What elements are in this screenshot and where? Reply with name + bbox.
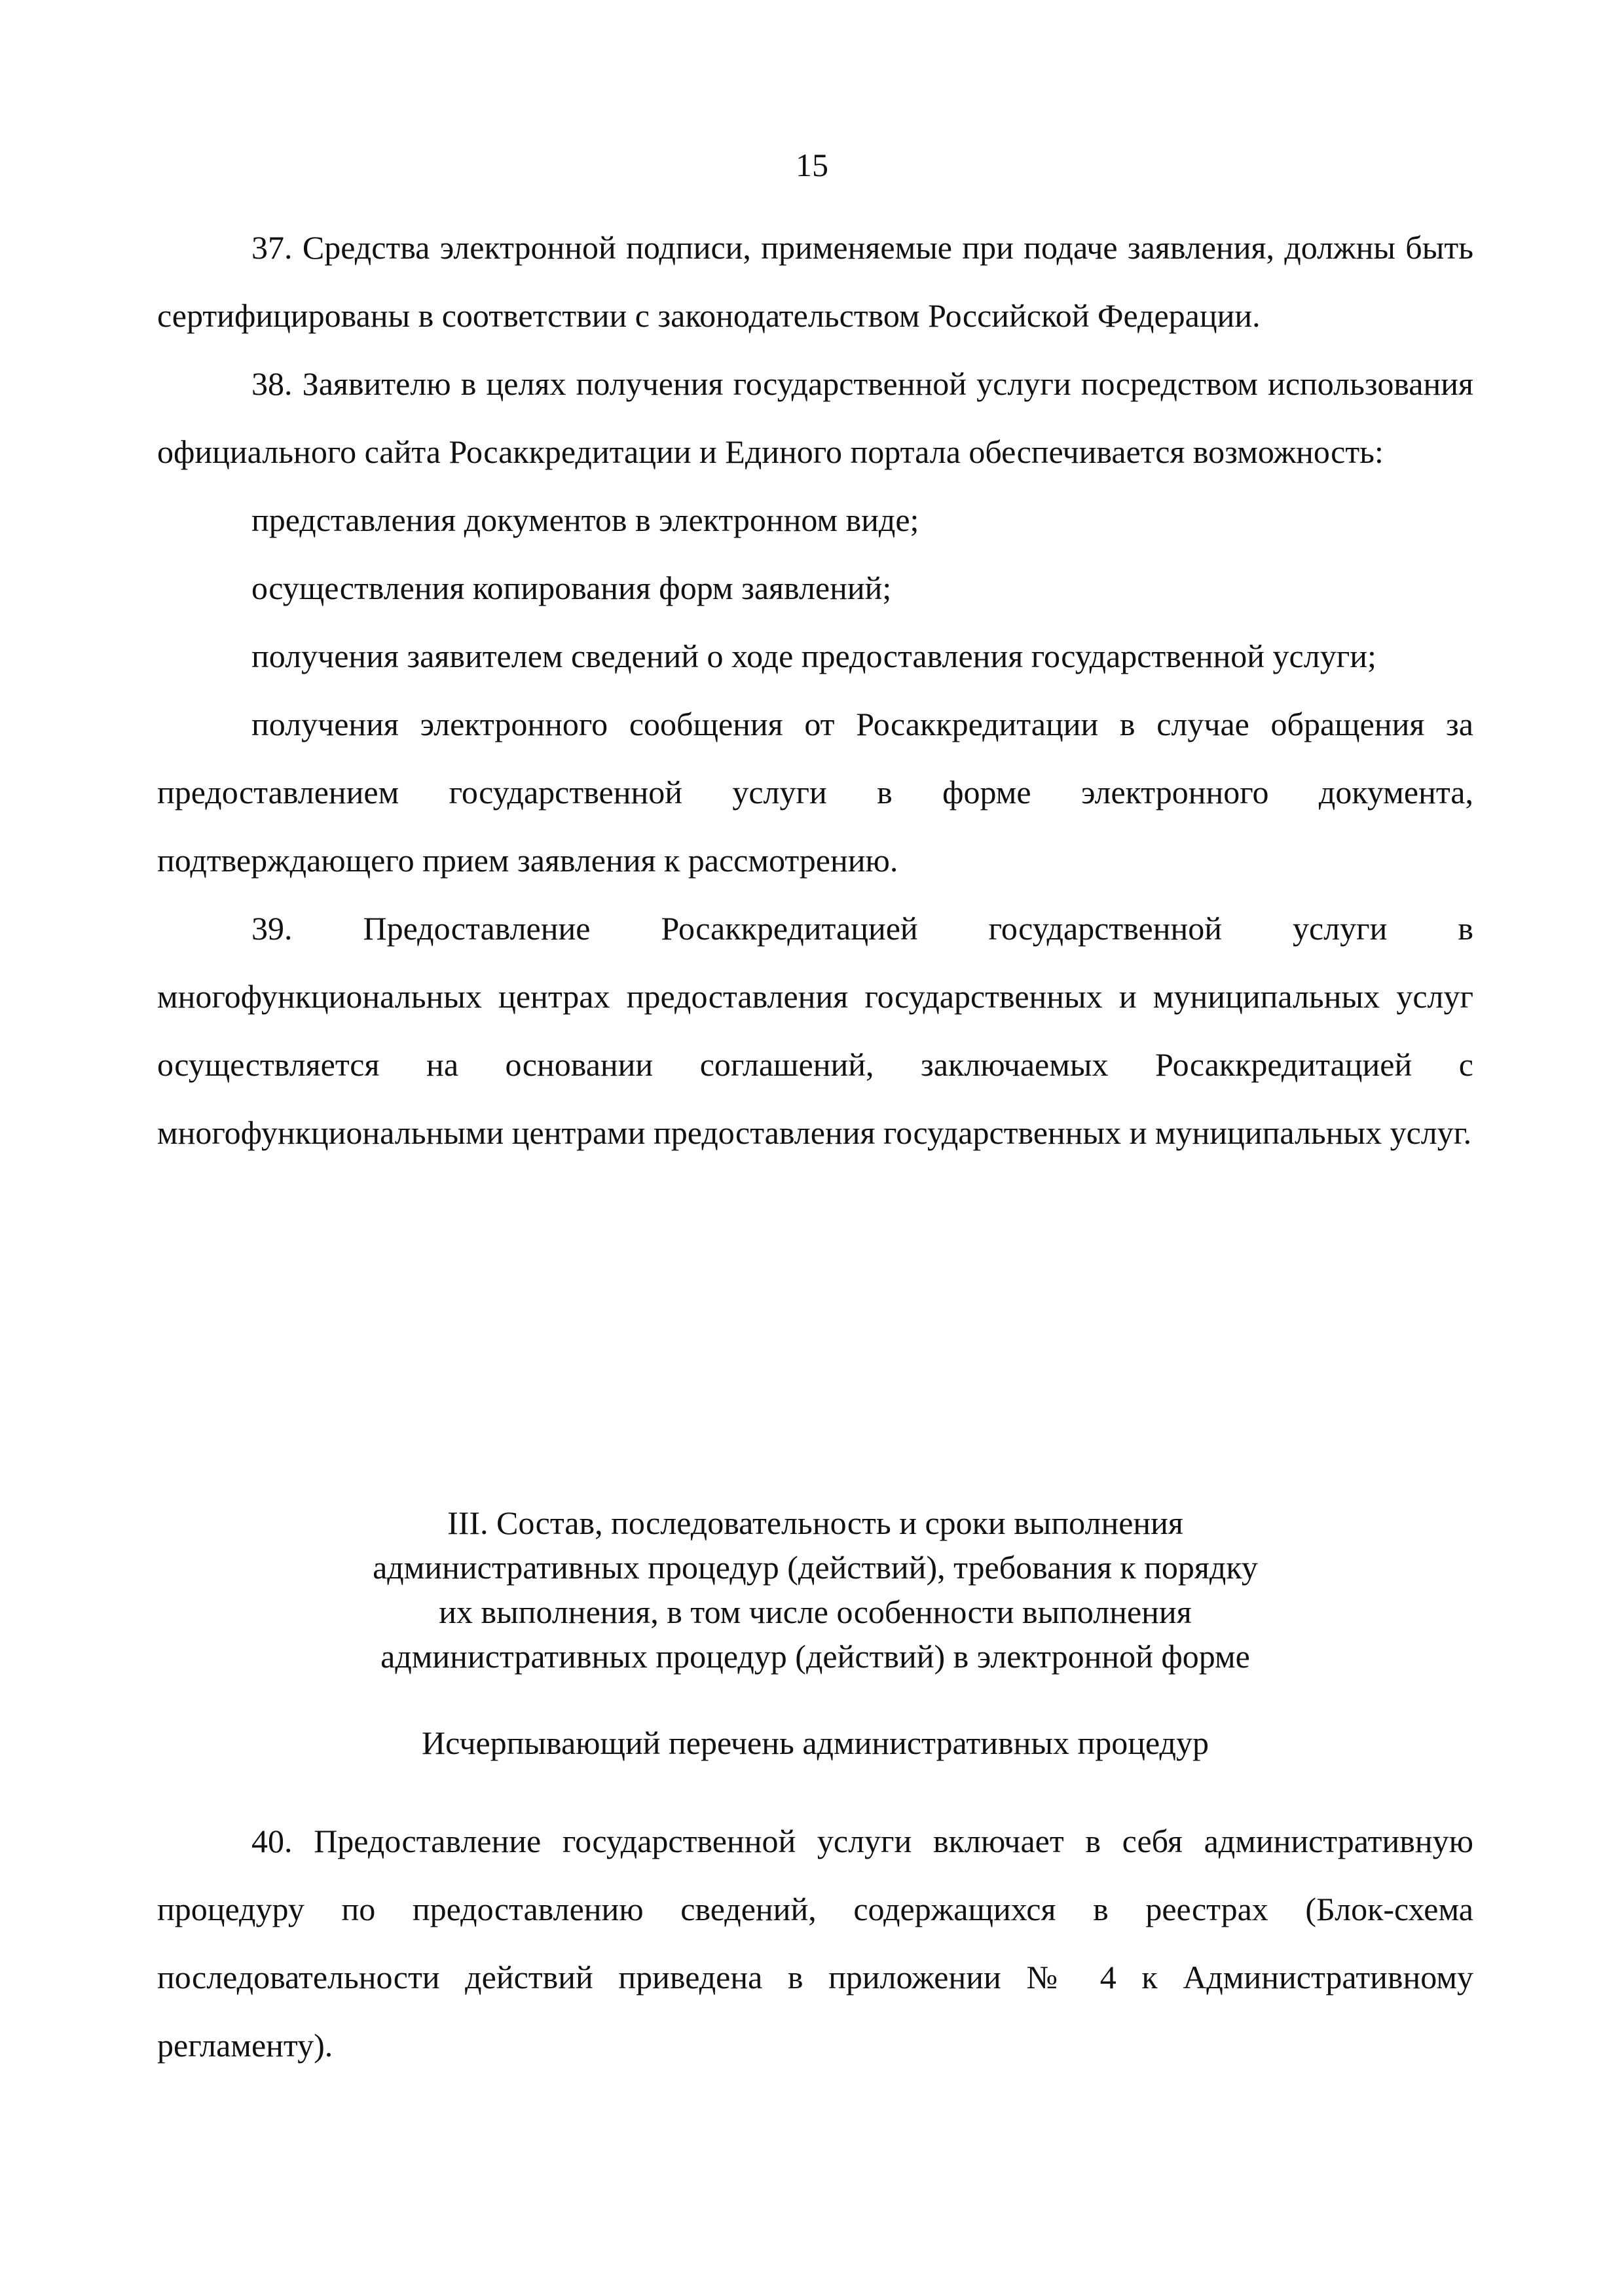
- paragraph-37: 37. Средства электронной подписи, применяемые при подаче заявления, должны быть сертифицированы в соответствии с законодательством Российской Федерации.: [157, 229, 1473, 334]
- section-heading-line: административных процедур (действий) в электронной форме: [380, 1638, 1250, 1675]
- paragraph-40: 40. Предоставление государственной услуги включает в себя административную процедуру по предоставлению сведений, содержащихся в реестрах (Блок-схема последовательности действий приведена в приложении № 4 к Административному регламенту).: [157, 1823, 1473, 2064]
- body-text-bottom: [157, 1807, 1473, 2079]
- section-heading-line: III. Состав, последовательность и сроки выполнения: [447, 1504, 1183, 1541]
- page-number: 15: [796, 147, 828, 183]
- paragraph-39: 39. Предоставление Росаккредитацией государственной услуги в многофункциональных центрах предоставления государственных и муниципальных услуг осуществляется на основании соглашений, заключаемых Росаккредитацией с многофункциональными центрами предоставления государственных и муниципальных услуг.: [157, 910, 1473, 1151]
- list-item-form-copying: осуществления копирования форм заявлений;: [251, 570, 892, 606]
- list-item-electronic-message: получения электронного сообщения от Росаккредитации в случае обращения за предоставлением государственной услуги в форме электронного документа, подтверждающего прием заявления к рассмотрению.: [157, 706, 1473, 879]
- section-heading: [157, 1501, 1473, 1679]
- list-item-service-status: получения заявителем сведений о ходе предоставления государственной услуги;: [251, 638, 1376, 674]
- section-heading-line: административных процедур (действий), требования к порядку: [373, 1549, 1258, 1586]
- paragraph-38: 38. Заявителю в целях получения государственной услуги посредством использования официального сайта Росаккредитации и Единого портала обеспечивается возможность:: [157, 365, 1473, 470]
- section-heading-line: их выполнения, в том числе особенности выполнения: [439, 1594, 1192, 1630]
- subheading: Исчерпывающий перечень административных процедур: [422, 1724, 1209, 1761]
- list-item-electronic-documents: представления документов в электронном виде;: [251, 501, 919, 538]
- body-text-top: [157, 213, 1473, 1167]
